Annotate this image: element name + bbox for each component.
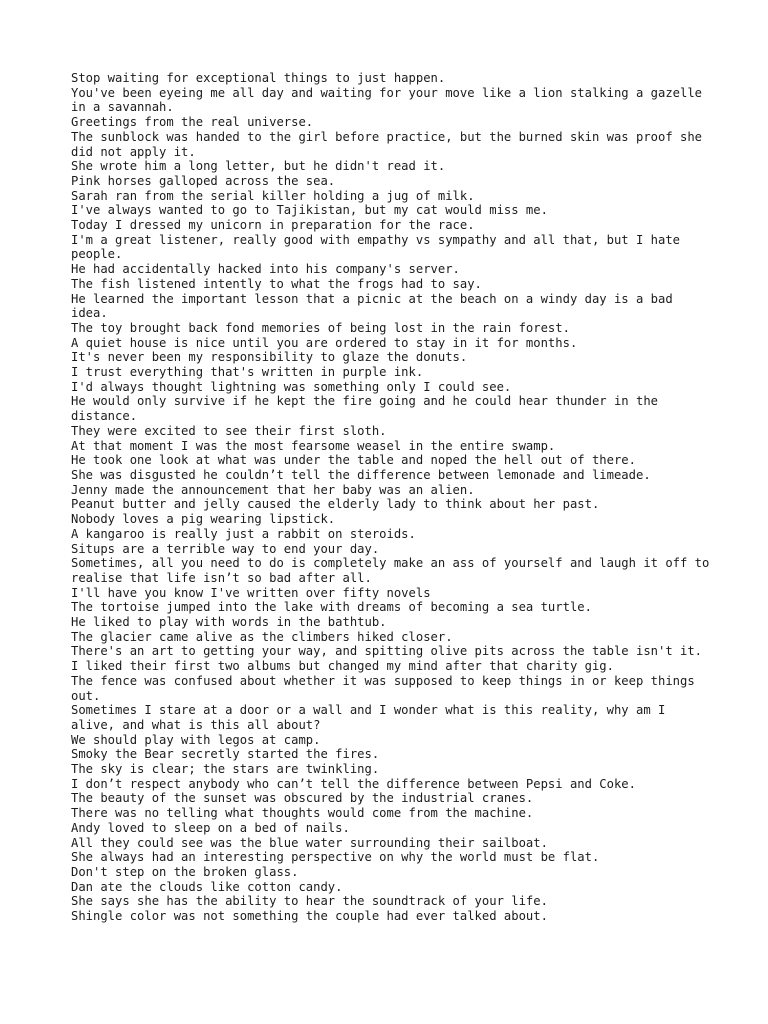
text-line: The fence was confused about whether it was supposed to keep things in or keep things out.	[71, 673, 703, 703]
text-line: I'm a great listener, really good with empathy vs sympathy and all that, but I hate people.	[71, 232, 688, 262]
text-line: All they could see was the blue water surrounding their sailboat.	[71, 835, 548, 850]
text-line: Smoky the Bear secretly started the fires.	[71, 747, 380, 762]
text-line: Andy loved to sleep on a bed of nails.	[71, 820, 350, 835]
text-line: I've always wanted to go to Tajikistan, but my cat would miss me.	[71, 203, 548, 218]
text-line: I liked their first two albums but changed my mind after that charity gig.	[71, 659, 614, 674]
text-line: She wrote him a long letter, but he didn't read it.	[71, 159, 446, 174]
text-line: Jenny made the announcement that her baby was an alien.	[71, 482, 475, 497]
text-line: She was disgusted he couldn’t tell the difference between lemonade and limeade.	[71, 467, 651, 482]
text-line: We should play with legos at camp.	[71, 732, 321, 747]
text-line: A quiet house is nice until you are ordered to stay in it for months.	[71, 335, 578, 350]
text-line: He would only survive if he kept the fire going and he could hear thunder in the distance.	[71, 394, 666, 424]
text-line: Sarah ran from the serial killer holding a jug of milk.	[71, 188, 475, 203]
text-line: At that moment I was the most fearsome weasel in the entire swamp.	[71, 438, 556, 453]
document-body	[71, 71, 717, 924]
text-line: Stop waiting for exceptional things to just happen.	[71, 71, 446, 85]
text-line: Sometimes, all you need to do is completely make an ass of yourself and laugh it off to realise that life isn’t so bad after all.	[71, 556, 717, 585]
text-line: I don’t respect anybody who can’t tell the difference between Pepsi and Coke.	[71, 776, 636, 791]
text-line: He liked to play with words in the bathtub.	[71, 615, 387, 630]
text-line: Peanut butter and jelly caused the elderly lady to think about her past.	[71, 497, 600, 512]
text-line: He had accidentally hacked into his company's server.	[71, 262, 460, 277]
text-line: Nobody loves a pig wearing lipstick.	[71, 512, 336, 527]
text-line: I'll have you know I've written over fifty novels	[71, 585, 431, 600]
text-line: She always had an interesting perspective on why the world must be flat.	[71, 850, 600, 865]
text-line: You've been eyeing me all day and waiting for your move like a lion stalking a gazelle in a savannah.	[71, 85, 710, 115]
text-line: The sunblock was handed to the girl before practice, but the burned skin was proof she did not apply it.	[71, 129, 710, 159]
text-line: There's an art to getting your way, and spitting olive pits across the table isn't it.	[71, 644, 703, 659]
text-line: Today I dressed my unicorn in preparation for the race.	[71, 218, 475, 233]
text-line: Pink horses galloped across the sea.	[71, 173, 336, 188]
text-line: The beauty of the sunset was obscured by the industrial cranes.	[71, 791, 534, 806]
text-line: They were excited to see their first sloth.	[71, 423, 387, 438]
text-line: Dan ate the clouds like cotton candy.	[71, 879, 343, 894]
text-line: I trust everything that's written in purple ink.	[71, 365, 424, 380]
text-line: A kangaroo is really just a rabbit on steroids.	[71, 526, 416, 541]
text-line: Sometimes I stare at a door or a wall and I wonder what is this reality, why am I alive, and what is this all about?	[71, 703, 673, 732]
text-line: The tortoise jumped into the lake with dreams of becoming a sea turtle.	[71, 600, 592, 615]
text-line: Greetings from the real universe.	[71, 115, 314, 130]
text-line: The toy brought back fond memories of being lost in the rain forest.	[71, 320, 570, 335]
text-line: He learned the important lesson that a picnic at the beach on a windy day is a bad idea.	[71, 291, 681, 321]
text-line: There was no telling what thoughts would come from the machine.	[71, 806, 534, 821]
text-line: The fish listened intently to what the frogs had to say.	[71, 276, 482, 291]
text-line: Don't step on the broken glass.	[71, 864, 299, 879]
text-line: Situps are a terrible way to end your day.	[71, 541, 380, 556]
text-line: Shingle color was not something the couple had ever talked about.	[71, 909, 548, 924]
text-line: He took one look at what was under the table and noped the hell out of there.	[71, 453, 636, 468]
text-line: She says she has the ability to hear the soundtrack of your life.	[71, 894, 548, 909]
text-line: I'd always thought lightning was something only I could see.	[71, 379, 512, 394]
text-line: The sky is clear; the stars are twinkling.	[71, 762, 380, 777]
text-line: The glacier came alive as the climbers hiked closer.	[71, 629, 453, 644]
text-line: It's never been my responsibility to glaze the donuts.	[71, 350, 468, 365]
